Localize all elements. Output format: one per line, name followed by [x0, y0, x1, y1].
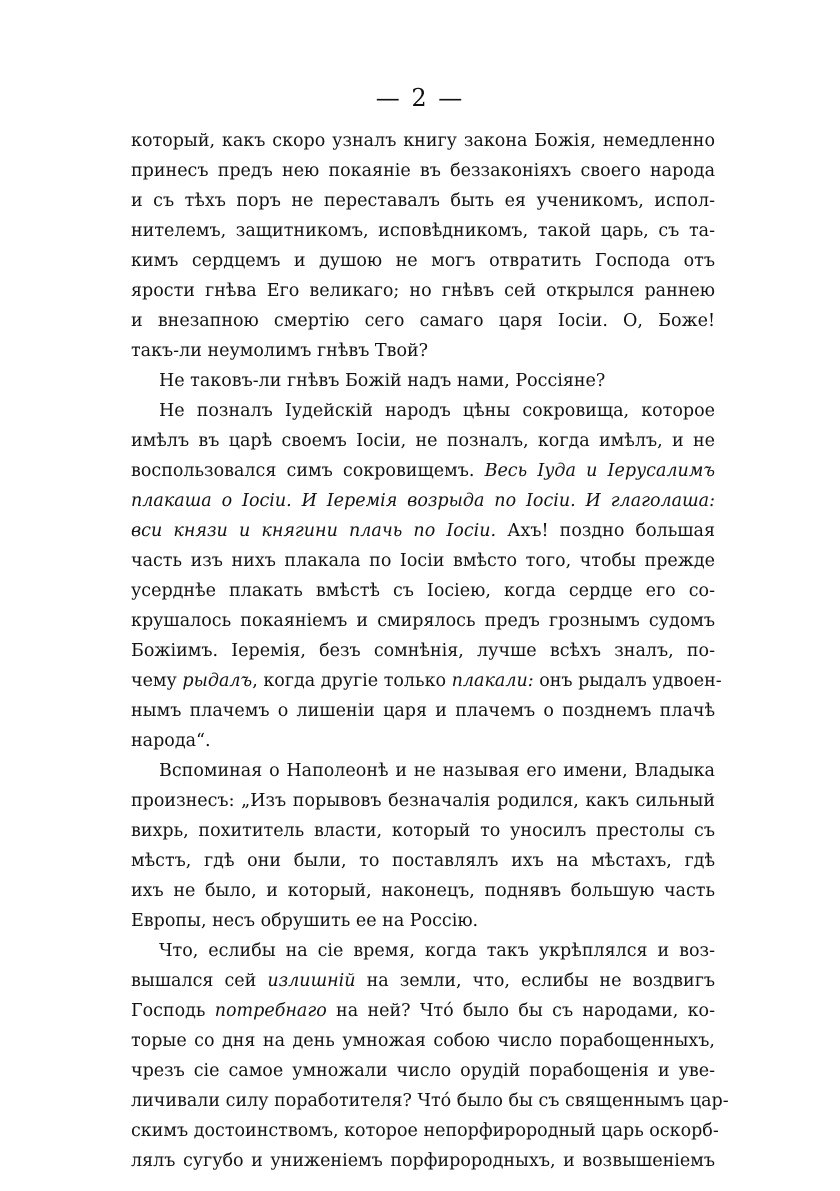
text-line [131, 1086, 729, 1116]
text-line [131, 1146, 715, 1176]
text-segment: чрезъ сіе самое умножали число орудій порабощенія и уве- [131, 1061, 715, 1081]
text-segment: Что, еслибы на сіе время, когда такъ укрѣплялся и воз- [159, 941, 715, 961]
italic-text: рыдалъ [182, 671, 253, 691]
text-segment: торые со дня на день умножая собою число порабощенныхъ, [131, 1031, 715, 1051]
text-segment: Не таковъ-ли гнѣвъ Божій надъ нами, Россіяне? [159, 371, 606, 391]
text-line [131, 786, 715, 816]
text-segment: ярости гнѣва Его великаго; но гнѣвъ сей открылся раннею [131, 281, 715, 301]
text-line [131, 486, 715, 516]
text-segment: , когда другіе только [252, 671, 452, 691]
text-line [131, 966, 715, 996]
text-segment: Господь [131, 1001, 215, 1021]
text-segment: Вспоминая о Наполеонѣ и не называя его имени, Владыка [159, 761, 715, 781]
text-segment: имѣлъ въ царѣ своемъ Іосіи, не позналъ, когда имѣлъ, и не [131, 431, 715, 451]
italic-text: вси князи и княгини плачь по Іосіи. [131, 521, 497, 541]
text-segment: крушалось покаяніемъ и смирялось предъ грознымъ судомъ [131, 611, 715, 631]
text-line [131, 456, 715, 486]
text-segment: на земли, что, еслибы не воздвигъ [355, 971, 716, 991]
text-line [131, 426, 715, 456]
text-segment: Не позналъ Іудейскій народъ цѣны сокровища, которое [159, 401, 715, 421]
text-segment: и внезапною смертію сего самаго царя Іосіи. О, Боже! [131, 311, 715, 331]
text-line [131, 276, 715, 306]
italic-text: плакаша о Іосіи. И Іеремія возрыда по Іосіи. И глаголаша: [131, 491, 715, 511]
text-line [131, 666, 722, 696]
text-segment: усерднѣе плакать вмѣстѣ съ Іосіею, когда сердце его со- [131, 581, 715, 601]
text-line [131, 906, 715, 936]
text-segment: Европы, несъ обрушить ее на Россію. [131, 911, 479, 931]
italic-text: излишній [267, 971, 356, 991]
text-segment: кимъ сердцемъ и душою не могъ отвратить Господа отъ [131, 251, 715, 271]
text-segment: на ней? Чтó было бы съ народами, ко- [326, 1001, 715, 1021]
text-line [131, 126, 715, 156]
text-segment: лялъ сугубо и униженіемъ порфирородныхъ, и возвышеніемъ [131, 1151, 715, 1171]
text-line [131, 696, 715, 726]
text-line [131, 876, 715, 906]
text-line [131, 366, 715, 396]
text-line [131, 516, 715, 546]
text-segment: такъ-ли неумолимъ гнѣвъ Твой? [131, 341, 429, 361]
text-line [131, 606, 715, 636]
text-segment: вихрь, похититель власти, который то уносилъ престолы съ [131, 821, 715, 841]
text-line [131, 546, 715, 576]
text-line [131, 846, 715, 876]
text-segment: который, какъ скоро узналъ книгу закона Божія, немедленно [131, 131, 715, 151]
italic-text: плакали: [451, 671, 534, 691]
text-line [131, 396, 715, 426]
text-line [131, 636, 715, 666]
page-number: — 2 — [375, 84, 465, 112]
text-segment: Ахъ! поздно большая [496, 521, 715, 541]
text-line [131, 1056, 715, 1086]
text-line [131, 216, 715, 246]
text-segment: воспользовался симъ сокровищемъ. [131, 461, 485, 481]
text-segment: нителемъ, защитникомъ, исповѣдникомъ, такой царь, съ та- [131, 221, 715, 241]
text-segment: Божіимъ. Іеремія, безъ сомнѣнія, лучше всѣхъ зналъ, по- [131, 641, 715, 661]
text-segment: чему [131, 671, 183, 691]
text-line [131, 246, 715, 276]
text-segment: онъ рыдалъ удвоен- [533, 671, 722, 691]
text-line [131, 726, 715, 756]
text-line [131, 816, 715, 846]
text-line [131, 576, 715, 606]
text-segment: скимъ достоинствомъ, которое непорфирородный царь оскорб- [131, 1121, 719, 1141]
text-line [131, 936, 715, 966]
text-segment: нымъ плачемъ о лишеніи царя и плачемъ о позднемъ плачѣ [131, 701, 715, 721]
text-segment: и съ тѣхъ поръ не переставалъ быть ея ученикомъ, испол- [131, 191, 715, 211]
text-segment: часть изъ нихъ плакала по Іосіи вмѣсто того, чтобы прежде [131, 551, 715, 571]
italic-text: потребнаго [214, 1001, 327, 1021]
text-line [131, 756, 715, 786]
text-line [131, 1026, 715, 1056]
text-line [131, 186, 715, 216]
text-line [131, 306, 715, 336]
text-segment: народа“. [131, 731, 211, 751]
italic-text: Весь Іуда и Іерусалимъ [484, 461, 715, 481]
text-line [131, 156, 715, 186]
text-segment: мѣстъ, гдѣ они были, то поставлялъ ихъ на мѣстахъ, гдѣ [131, 851, 715, 871]
text-segment: ихъ не было, и который, наконецъ, поднявъ большую часть [131, 881, 715, 901]
text-line [131, 336, 715, 366]
text-line [131, 1116, 719, 1146]
text-segment: личивали силу поработителя? Чтó было бы съ священнымъ цар- [131, 1091, 729, 1111]
text-segment: вышался сей [131, 971, 268, 991]
text-segment: принесъ предъ нею покаяніе въ беззаконіяхъ своего народа [131, 161, 715, 181]
body-text [131, 126, 729, 1176]
text-line [131, 996, 715, 1026]
text-segment: произнесъ: „Изъ порывовъ безначалія родился, какъ сильный [131, 791, 715, 811]
